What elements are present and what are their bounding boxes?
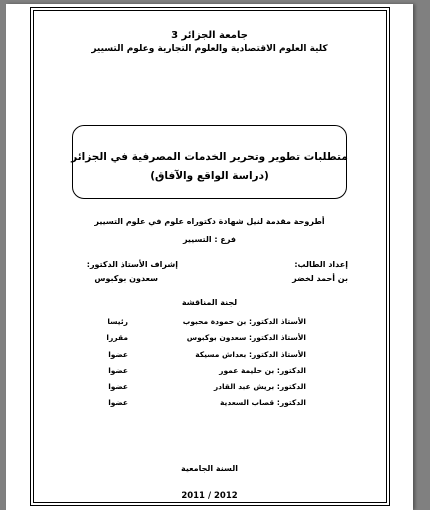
committee-member-role: عضوا <box>108 382 128 391</box>
academic-year-value: 2012 / 2011 <box>181 491 238 501</box>
thesis-branch: فرع : التسيير <box>182 235 237 244</box>
committee-member-name: الدكتور: بن حليمة عمور <box>219 366 306 375</box>
faculty-name: كلية العلوم الاقتصادية والعلوم التجارية وعلوم التسيير <box>91 44 328 54</box>
student-label: إعداد الطالب: <box>294 260 348 269</box>
thesis-subtitle: (دراسة الواقع والآفاق) <box>150 170 269 182</box>
university-name: جامعة الجزائر 3 <box>171 30 248 41</box>
thesis-title: متطلبات تطوير وتحرير الخدمات المصرفية في الجزائر <box>71 151 348 163</box>
committee-member-name: الأستاذ الدكتور: بن حمودة محبوب <box>182 317 306 326</box>
supervisor-name: سعدون بوكبوس <box>94 274 158 283</box>
page-border-inner <box>33 10 387 503</box>
committee-member-role: عضوا <box>108 366 128 375</box>
committee-member-role: عضوا <box>108 398 128 407</box>
supervisor-label: إشراف الأستاذ الدكتور: <box>86 260 178 269</box>
thesis-description: أطروحة مقدمة لنيل شهادة دكتوراه علوم في علوم التسيير <box>94 217 325 226</box>
committee-member-role: عضوا <box>108 350 128 359</box>
student-name: بن أحمد لخضر <box>292 274 348 283</box>
committee-member-name: الأستاذ الدكتور: سعدون بوكبوس <box>186 333 306 342</box>
committee-member-role: مقررا <box>106 333 128 342</box>
committee-member-name: الدكتور: قصاب السعدية <box>220 398 306 407</box>
committee-member-role: رئيسا <box>107 317 128 326</box>
committee-member-name: الدكتور: بريش عبد القادر <box>213 382 306 391</box>
committee-member-name: الأستاذ الدكتور: بعداش مسيكة <box>195 350 306 359</box>
committee-title: لجنة المناقشة <box>181 298 238 307</box>
document-page <box>6 4 413 510</box>
academic-year-label: السنة الجامعية <box>181 464 238 473</box>
